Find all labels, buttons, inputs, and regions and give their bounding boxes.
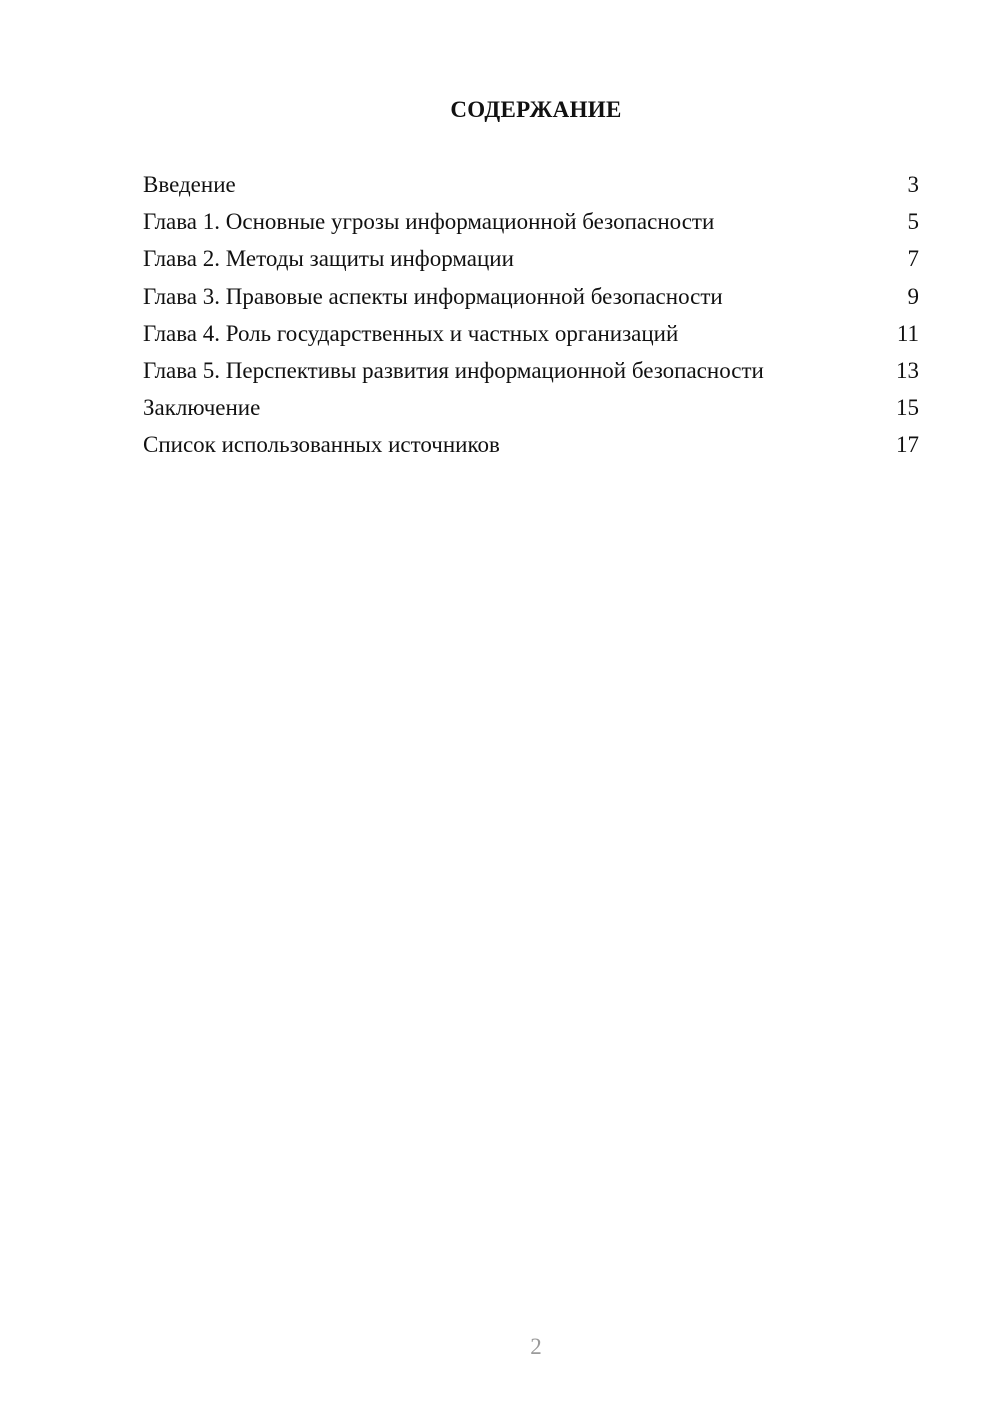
toc-entry-label: Глава 5. Перспективы развития информационной безопасности [143,357,764,383]
table-of-contents [143,166,919,464]
toc-entry-label: Глава 4. Роль государственных и частных организаций [143,320,679,346]
toc-entry-references [143,426,919,463]
toc-entry-page: 5 [907,209,919,235]
page-title: СОДЕРЖАНИЕ [450,97,622,122]
toc-entry-label: Глава 2. Методы защиты информации [143,246,514,272]
toc-entry-chapter-5 [143,352,919,389]
toc-entry-chapter-2 [143,240,919,277]
toc-entry-page: 15 [896,395,919,421]
toc-entry-chapter-3 [143,278,919,315]
toc-entry-label: Введение [143,172,236,197]
toc-entry-label: Заключение [143,395,261,421]
toc-entry-label: Глава 3. Правовые аспекты информационной безопасности [143,283,723,309]
toc-entry-page: 7 [907,246,919,272]
toc-entry-conclusion [143,389,919,426]
toc-entry-chapter-4 [143,315,919,352]
toc-entry-introduction [143,166,919,203]
toc-entry-chapter-1 [143,203,919,240]
toc-entry-label: Глава 1. Основные угрозы информационной безопасности [143,209,715,235]
toc-entry-page: 11 [896,320,919,346]
toc-entry-page: 17 [896,432,919,458]
page-number: 2 [530,1334,542,1359]
toc-entry-label: Список использованных источников [143,432,500,458]
toc-entry-page: 3 [907,172,919,197]
toc-entry-page: 9 [907,283,919,309]
toc-entry-page: 13 [896,357,919,383]
